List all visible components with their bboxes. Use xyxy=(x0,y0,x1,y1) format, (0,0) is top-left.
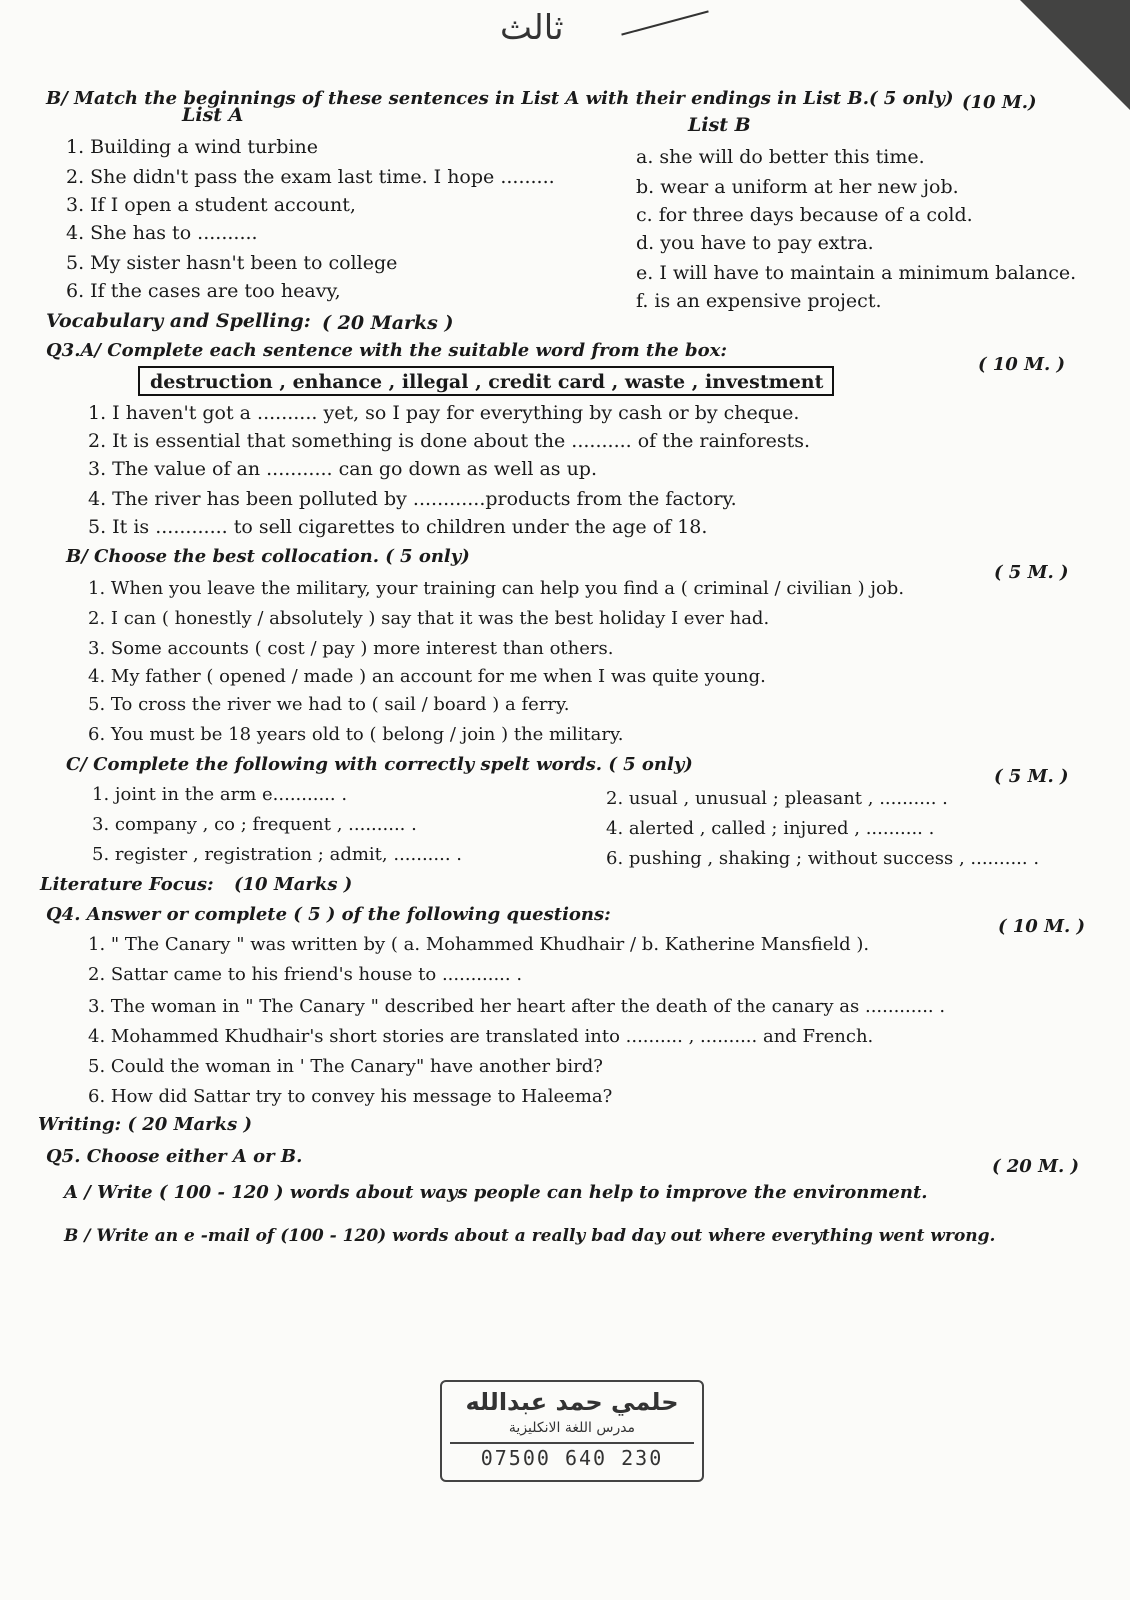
q5-option-b: B / Write an e -mail of (100 - 120) words about a really bad day out where everything went wrong. xyxy=(64,1226,996,1246)
list-b-item: e. I will have to maintain a minimum balance. xyxy=(636,262,1077,284)
q4-marks: ( 10 M. ) xyxy=(998,916,1086,937)
q4-item: 3. The woman in " The Canary " described her heart after the death of the canary as ............ . xyxy=(88,996,946,1017)
q3b-item: 1. When you leave the military, your training can help you find a ( criminal / civilian ) job. xyxy=(88,578,905,599)
q3c-item: 5. register , registration ; admit, .......... . xyxy=(92,844,463,865)
q3b-item: 6. You must be 18 years old to ( belong / join ) the military. xyxy=(88,724,624,745)
word-box: destruction , enhance , illegal , credit card , waste , investment xyxy=(138,366,834,396)
list-a-item: 1. Building a wind turbine xyxy=(66,136,319,158)
q3b-marks: ( 5 M. ) xyxy=(994,562,1069,583)
q3b-heading: B/ Choose the best collocation. ( 5 only) xyxy=(66,546,470,567)
q3b-item: 4. My father ( opened / made ) an account for me when I was quite young. xyxy=(88,666,766,687)
q3b-item: 5. To cross the river we had to ( sail / board ) a ferry. xyxy=(88,694,570,715)
list-a-item: 4. She has to .......... xyxy=(66,222,258,244)
stamp-phone: 07500 640 230 xyxy=(450,1442,694,1470)
q4-item: 6. How did Sattar try to convey his message to Haleema? xyxy=(88,1086,613,1107)
teacher-stamp xyxy=(440,1380,704,1482)
q3a-item: 3. The value of an ........... can go down as well as up. xyxy=(88,458,598,480)
q3c-marks: ( 5 M. ) xyxy=(994,766,1069,787)
q3a-item: 1. I haven't got a .......... yet, so I pay for everything by cash or by cheque. xyxy=(88,402,800,424)
q4-item: 4. Mohammed Khudhair's short stories are translated into .......... , .......... and French. xyxy=(88,1026,874,1047)
q3c-item: 6. pushing , shaking ; without success , .......... . xyxy=(606,848,1040,869)
q2b-heading: B/ Match the beginnings of these sentences in List A with their endings in List B.( 5 only) xyxy=(46,88,954,109)
q3c-item: 4. alerted , called ; injured , .......... . xyxy=(606,818,935,839)
vocab-marks: ( 20 Marks ) xyxy=(322,312,454,334)
q3a-item: 4. The river has been polluted by ............products from the factory. xyxy=(88,488,737,510)
q3c-heading: C/ Complete the following with correctly spelt words. ( 5 only) xyxy=(66,754,693,775)
q2b-marks: (10 M.) xyxy=(962,92,1037,113)
q3b-item: 3. Some accounts ( cost / pay ) more interest than others. xyxy=(88,638,614,659)
q3a-marks: ( 10 M. ) xyxy=(978,354,1066,375)
list-b-item: a. she will do better this time. xyxy=(636,146,925,168)
q3a-heading: Q3.A/ Complete each sentence with the suitable word from the box: xyxy=(46,340,727,361)
q3c-item: 3. company , co ; frequent , .......... . xyxy=(92,814,417,835)
vocab-heading: Vocabulary and Spelling: xyxy=(46,310,311,332)
literature-heading: Literature Focus: xyxy=(40,874,214,895)
q5-marks: ( 20 M. ) xyxy=(992,1156,1080,1177)
stamp-name: حلمي حمد عبدالله xyxy=(465,1388,679,1416)
q3c-item: 2. usual , unusual ; pleasant , .......... . xyxy=(606,788,948,809)
q4-item: 5. Could the woman in ' The Canary" have another bird? xyxy=(88,1056,603,1077)
q4-item: 2. Sattar came to his friend's house to ............ . xyxy=(88,964,523,985)
list-b-item: d. you have to pay extra. xyxy=(636,232,874,254)
writing-heading: Writing: ( 20 Marks ) xyxy=(38,1114,253,1135)
q5-option-a: A / Write ( 100 - 120 ) words about ways people can help to improve the environment. xyxy=(64,1182,928,1203)
q3b-item: 2. I can ( honestly / absolutely ) say that it was the best holiday I ever had. xyxy=(88,608,770,629)
list-a-item: 2. She didn't pass the exam last time. I hope ......... xyxy=(66,166,555,188)
q4-heading: Q4. Answer or complete ( 5 ) of the following questions: xyxy=(46,904,611,925)
list-a-item: 3. If I open a student account, xyxy=(66,194,356,216)
q3a-item: 2. It is essential that something is done about the .......... of the rainforests. xyxy=(88,430,811,452)
q3c-item: 1. joint in the arm e........... . xyxy=(92,784,348,805)
q3a-item: 5. It is ............ to sell cigarettes to children under the age of 18. xyxy=(88,516,708,538)
stamp-title: مدرس اللغة الانكليزية xyxy=(508,1420,636,1436)
list-a-item: 5. My sister hasn't been to college xyxy=(66,252,398,274)
list-a-item: 6. If the cases are too heavy, xyxy=(66,280,341,302)
literature-marks: (10 Marks ) xyxy=(234,874,353,895)
list-b-item: c. for three days because of a cold. xyxy=(636,204,973,226)
handwritten-stroke xyxy=(621,10,708,35)
q5-heading: Q5. Choose either A or B. xyxy=(46,1146,303,1167)
list-b-item: f. is an expensive project. xyxy=(636,290,882,312)
q4-item: 1. " The Canary " was written by ( a. Mohammed Khudhair / b. Katherine Mansfield ). xyxy=(88,934,870,955)
list-b-title: List B xyxy=(688,114,751,136)
list-b-item: b. wear a uniform at her new job. xyxy=(636,176,959,198)
handwritten-note: ثالث xyxy=(500,8,564,48)
list-a-title: List A xyxy=(182,104,244,126)
